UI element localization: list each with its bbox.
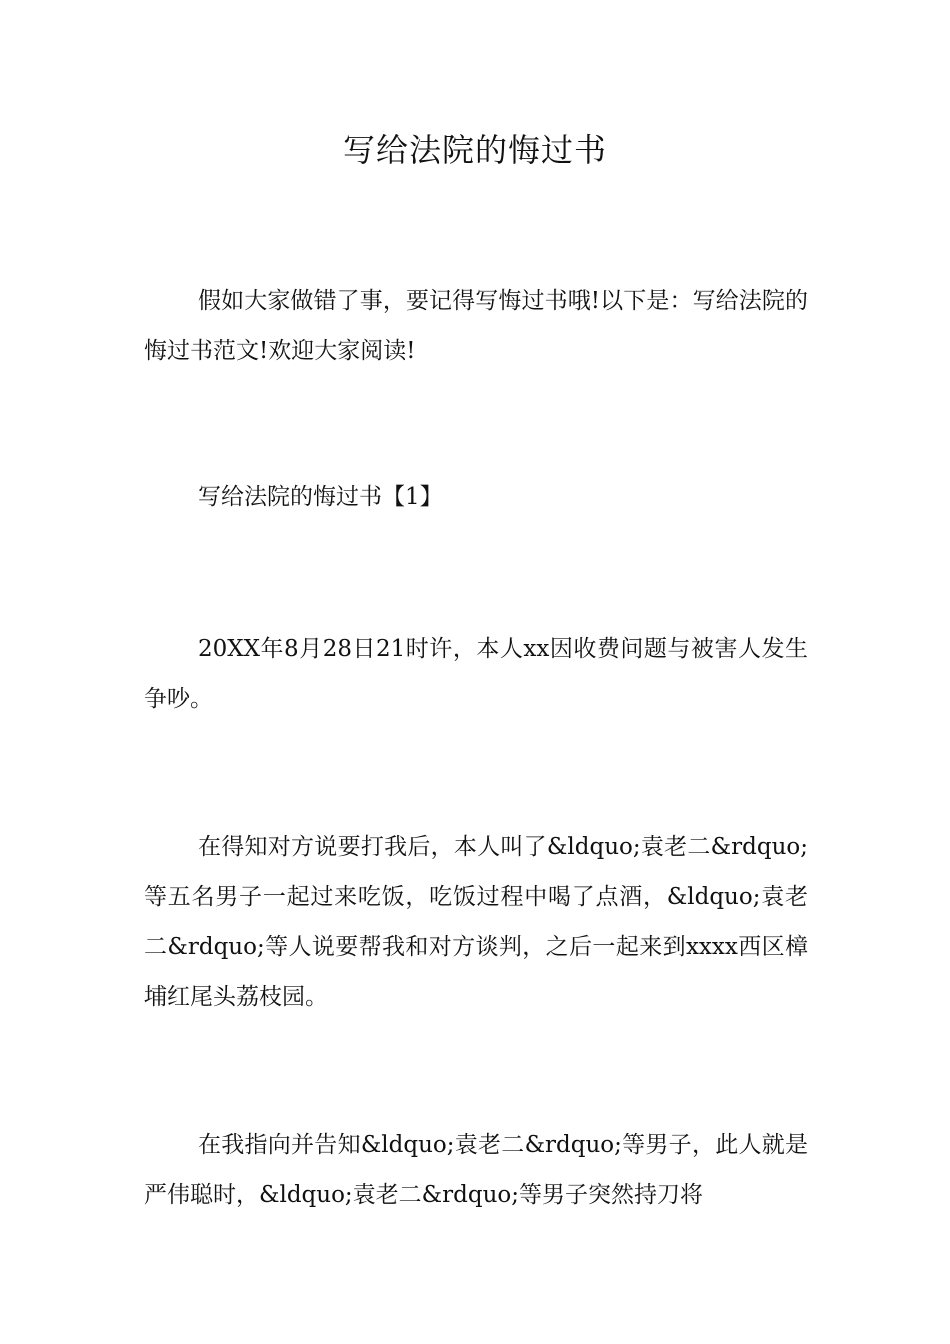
section-heading: 写给法院的悔过书【1】 <box>198 484 443 510</box>
body-paragraph: 在得知对方说要打我后，本人叫了&ldquo;袁老二&rdquo;等五名男子一起过来吃饭，吃饭过程中喝了点酒，&ldquo;袁老二&rdquo;等人说要帮我和对方谈判，之后一起来到xxxx西区樟埔红尾头荔枝园。 <box>144 834 808 1010</box>
intro-paragraph: 假如大家做错了事，要记得写悔过书哦!以下是：写给法院的悔过书范文!欢迎大家阅读! <box>144 288 808 364</box>
document-title: 写给法院的悔过书 <box>342 131 607 169</box>
body-paragraph: 在我指向并告知&ldquo;袁老二&rdquo;等男子，此人就是严伟聪时，&ldquo;袁老二&rdquo;等男子突然持刀将 <box>144 1132 808 1208</box>
body-paragraph: 20XX年8月28日21时许，本人xx因收费问题与被害人发生争吵。 <box>144 636 808 712</box>
